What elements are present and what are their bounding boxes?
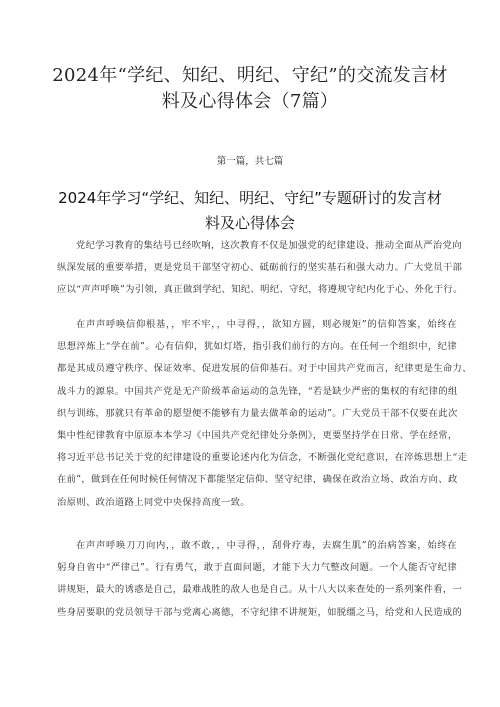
paragraph-line: 织与训练，那就只有革命的愿望便不能够有力量去做革命的运动”。广大党员干部不仅要在此次 — [57, 407, 458, 419]
paragraph-line: 纵深发展的重要举措，更是党员干部坚守初心、砥砺前行的坚实基石和强大动力。广大党员干部 — [57, 262, 463, 274]
paragraph-line: 些身居要职的党员领导干部与党离心离德，不守纪律不讲规矩，如脱缰之马，给党和人民造成的 — [57, 606, 463, 618]
paragraph-line: 战斗力的源泉。中国共产党是无产阶级革命运动的急先锋，“若是缺少严密的集权的有纪律的组 — [57, 385, 458, 397]
paragraph-line: 思想淬炼上“学在前”。心有信仰，犹如灯塔，指引我们前行的方向。在任何一个组织中，纪律 — [57, 341, 457, 353]
body-paragraph-1 — [57, 235, 463, 302]
paragraph-line: 集中性纪律教育中原原本本学习《中国共产党纪律处分条例》，更要坚持学在日常、学在经常， — [57, 430, 458, 442]
paragraph-line: 在前”，做到在任何时候任何情况下都能坚定信仰、坚守纪律，确保在政治立场、政治方向、政 — [57, 474, 458, 486]
paragraph-line: 讲规矩，最大的诱惑是自己，最难战胜的敌人也是自己。从十八大以来查处的一系列案件看，一 — [57, 584, 463, 596]
document-title-line-2: 料及心得体会（7篇） — [161, 91, 339, 112]
article-title-line-2: 料及心得体会 — [204, 214, 295, 232]
paragraph-line: 党纪学习教育的集结号已经吹响，这次教育不仅是加强党的纪律建设、推动全面从严治党向 — [76, 240, 462, 251]
article-title-line-1: 2024年学习“学纪、知纪、明纪、守纪”专题研讨的发言材 — [58, 189, 442, 207]
part-label: 第一篇，共七篇 — [216, 156, 284, 167]
paragraph-line: 治原则、政治道路上同党中央保持高度一致。 — [57, 496, 250, 508]
document-title — [40, 63, 460, 115]
paragraph-line: 将习近平总书记关于党的纪律建设的重要论述内化为信念，不断强化党纪意识，在淬炼思想上“走 — [57, 452, 468, 464]
paragraph-line: 都是其成员遵守秩序、保证效率、促进发展的信仰基石。对于中国共产党而言，纪律更是生命力、 — [57, 363, 472, 375]
paragraph-line: 在声声呼唤信仰根基，，牢不牢，，中寻得，，欲知方圆，则必规矩”的信仰答案，始终在 — [76, 319, 457, 330]
paragraph-line: 应以“声声呼唤”为引领，真正做到学纪、知纪、明纪、守纪，将遵规守纪内化于心、外化于行。 — [57, 284, 463, 296]
article-title — [50, 186, 450, 236]
body-paragraph-3 — [57, 535, 463, 624]
document-title-line-1: 2024年“学纪、知纪、明纪、守纪”的交流发言材 — [52, 65, 448, 86]
paragraph-line: 在声声呼唤刀刀向内，，敢不敢，，中寻得，，刮骨疗毒，去腐生肌”的治病答案，始终在 — [76, 540, 457, 551]
body-paragraph-2 — [57, 314, 472, 514]
paragraph-line: 躬身自省中“严律己”。行有勇气，敢于直面问题，才能下大力气整改问题。一个人能否守纪律 — [57, 562, 457, 574]
